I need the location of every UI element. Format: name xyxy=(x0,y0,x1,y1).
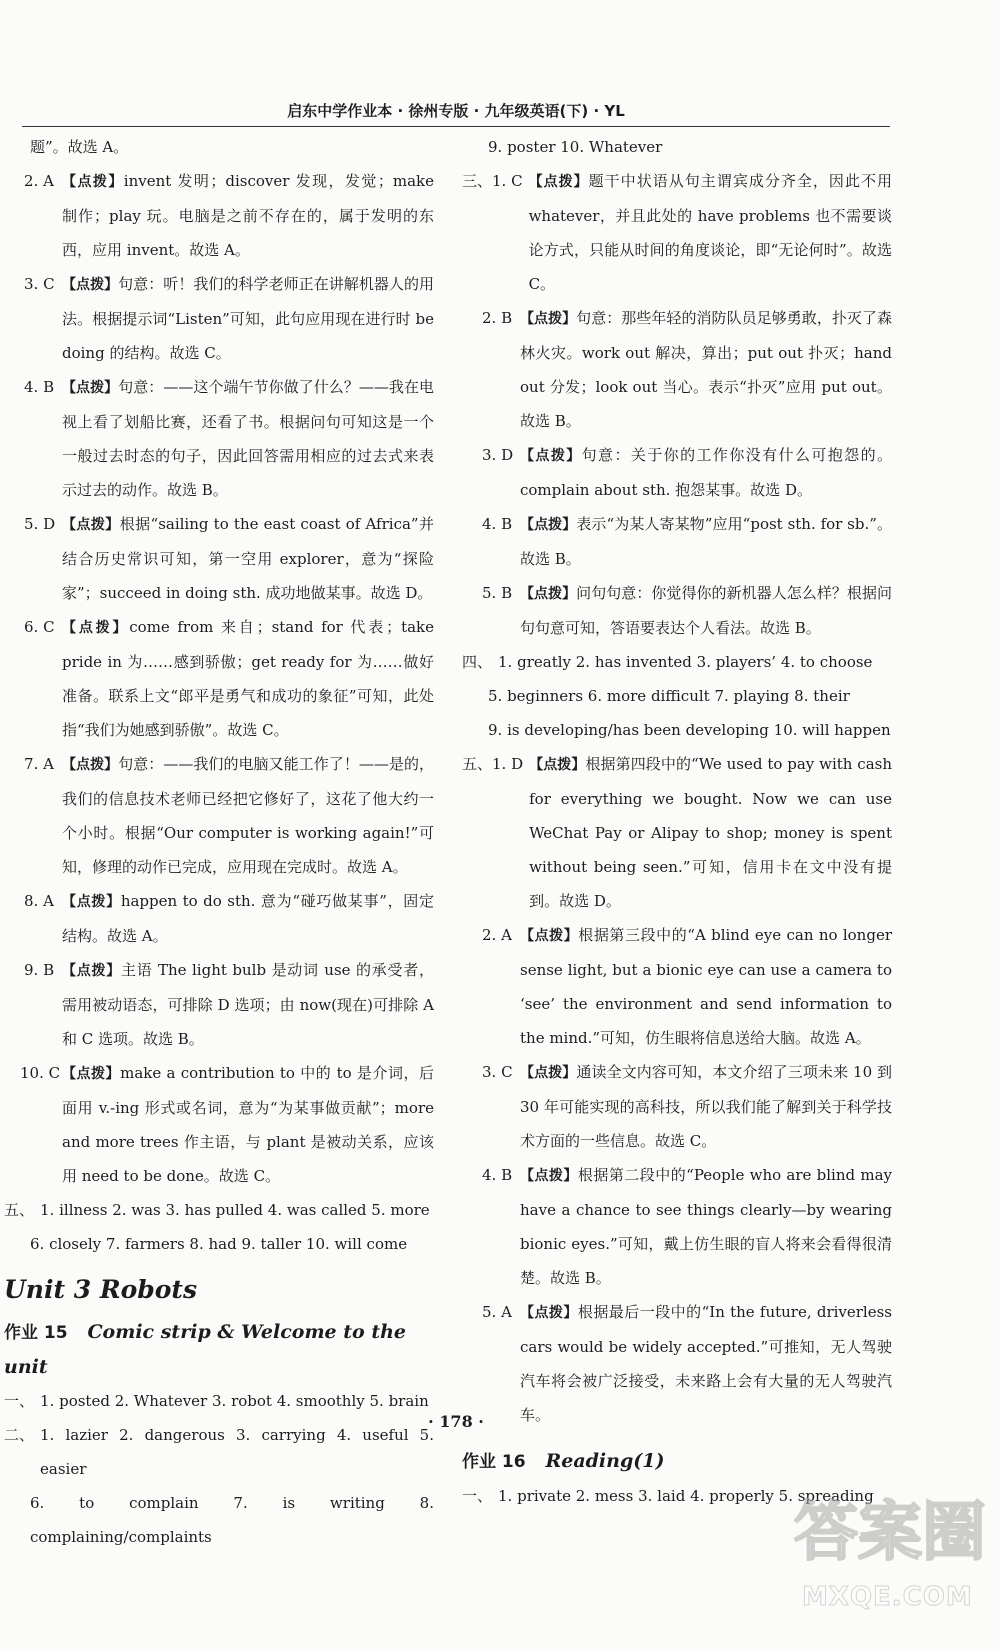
answer-label: 10. C xyxy=(20,1064,61,1082)
hint-tag: 【点拨】 xyxy=(62,1066,121,1082)
answer-text xyxy=(488,713,892,747)
answer-label: 2. A xyxy=(24,172,54,190)
hint-tag: 【点拨】 xyxy=(62,380,119,396)
answer-text xyxy=(488,679,892,713)
answer-explanation: 1. posted 2. Whatever 3. robot 4. smoothly 5. brain xyxy=(40,1392,429,1410)
answer-text xyxy=(62,747,434,884)
answer-item xyxy=(4,747,434,884)
answer-item xyxy=(462,713,892,747)
answer-explanation: 6. to complain 7. is writing 8. complaining/complaints xyxy=(30,1494,434,1546)
left-column xyxy=(4,130,434,1554)
answer-item xyxy=(462,1055,892,1158)
answer-text xyxy=(520,1158,892,1295)
answer-label: 4. B xyxy=(482,1166,513,1184)
answer-explanation: 1. illness 2. was 3. has pulled 4. was called 5. more xyxy=(40,1201,430,1219)
answer-text xyxy=(62,953,434,1056)
answer-explanation: 通读全文内容可知，本文介绍了三项未来 10 到 30 年可能实现的高科技，所以我们能了解到关于科学技术方面的一些信息。故选 C。 xyxy=(520,1063,892,1150)
answer-item xyxy=(4,610,434,747)
answer-explanation: happen to do sth. 意为“碰巧做某事”，固定结构。故选 A。 xyxy=(62,892,435,945)
answer-explanation: 根据第四段中的“We used to pay with cash for everything we bought. Now we can use WeChat Pay or Alipay to shop; money is spent without being seen.”可知，信用卡在文中没有提到。故选 D。 xyxy=(529,755,892,910)
answer-explanation: 题干中状语从句主谓宾成分齐全，因此不用 whatever，并且此处的 have problems 也不需要谈论方式，只能从时间的角度谈论，即“无论何时”。故选 C。 xyxy=(528,172,892,293)
answer-label: 3. C xyxy=(24,275,55,293)
answer-label: 五、1. D xyxy=(462,755,524,773)
answer-item xyxy=(462,507,892,576)
homework-16-prefix: 作业 16 xyxy=(462,1452,526,1472)
hint-tag: 【点拨】 xyxy=(520,1305,578,1321)
watermark-logo-text: 答案圈 xyxy=(794,1496,986,1570)
answer-explanation: 1. private 2. mess 3. laid 4. properly 5. spreading xyxy=(498,1487,874,1505)
answer-label: 8. A xyxy=(24,892,54,910)
page-number: · 178 · xyxy=(428,1412,484,1431)
answer-explanation: 主语 The light bulb 是动词 use 的承受者，需用被动语态，可排除 D 选项；由 now(现在)可排除 A 和 C 选项。故选 B。 xyxy=(62,961,435,1048)
answer-item xyxy=(4,1486,434,1554)
answer-item xyxy=(462,1158,892,1295)
answer-explanation: 问句句意：你觉得你的新机器人怎么样？根据问句句意可知，答语要表达个人看法。故选 B。 xyxy=(520,584,892,637)
answer-label: 9. B xyxy=(24,961,55,979)
answer-text xyxy=(62,507,434,610)
answer-explanation: 根据第二段中的“People who are blind may have a chance to see things clearly—by wearing bionic eyes.”可知，戴上仿生眼的盲人将来会看得很清楚。故选 B。 xyxy=(520,1166,892,1287)
hint-tag: 【点拨】 xyxy=(62,757,119,773)
answer-label: 一、 xyxy=(4,1392,35,1410)
answer-text xyxy=(30,130,434,164)
answer-explanation: 1. lazier 2. dangerous 3. carrying 4. useful 5. easier xyxy=(40,1426,434,1478)
answer-explanation: 句意：听！我们的科学老师正在讲解机器人的用法。根据提示词“Listen”可知，此句应用现在进行时 be doing 的结构。故选 C。 xyxy=(62,275,434,362)
homework-15-answer-list xyxy=(4,1384,434,1554)
watermark xyxy=(792,1478,988,1634)
answer-item xyxy=(4,1193,434,1227)
watermark-url: MXQE.COM xyxy=(802,1582,973,1612)
answer-text xyxy=(498,645,892,679)
answer-item xyxy=(4,953,434,1056)
hint-tag: 【点拨】 xyxy=(62,963,121,979)
answer-label: 4. B xyxy=(24,378,55,396)
homework-15-name: Comic strip & Welcome to the unit xyxy=(4,1321,406,1378)
watermark-logo-icon xyxy=(792,1478,988,1574)
answer-item xyxy=(462,438,892,507)
answer-explanation: 题”。故选 A。 xyxy=(30,138,129,156)
answer-item xyxy=(4,1227,434,1261)
answer-text xyxy=(520,301,892,438)
left-answer-list xyxy=(4,130,434,1261)
answer-item xyxy=(4,370,434,507)
answer-explanation: 根据第三段中的“A blind eye can no longer sense light, but a bionic eye can use a camera to ‘see’ the environment and send information to the mind.”可知，仿生眼将信息送给大脑。故选 A。 xyxy=(520,926,892,1047)
hint-tag: 【点拨】 xyxy=(62,894,121,910)
hint-tag: 【点拨】 xyxy=(529,757,586,773)
answer-text xyxy=(62,610,434,747)
answer-label xyxy=(462,713,488,747)
hint-tag: 【点拨】 xyxy=(520,928,579,944)
answer-text xyxy=(520,507,892,576)
answer-label: 五、 xyxy=(4,1201,35,1219)
answer-label xyxy=(462,130,488,164)
answer-text xyxy=(520,438,892,507)
answer-label: 5. D xyxy=(24,515,56,533)
answer-explanation: 9. is developing/has been developing 10. will happen xyxy=(488,721,891,739)
homework-15-title xyxy=(4,1315,434,1384)
answer-explanation: 句意：关于你的工作你没有什么可抱怨的。complain about sth. 抱怨某事。故选 D。 xyxy=(520,446,892,499)
answer-item xyxy=(462,747,892,918)
hint-tag: 【点拨】 xyxy=(62,277,119,293)
answer-explanation: make a contribution to 中的 to 是介词，后面用 v.-ing 形式或名词，意为“为某事做贡献”；more and more trees 作主语，与 plant 是被动关系，应该用 need to be done。故选 C。 xyxy=(62,1064,435,1185)
answer-text xyxy=(62,370,434,507)
answer-explanation: come from 来自；stand for 代表；take pride in 为……感到骄傲；get ready for 为……做好准备。联系上文“郎平是勇气和成功的象征”可知，此处指“我们为她感到骄傲”。故选 C。 xyxy=(62,618,434,739)
answer-explanation: 根据最后一段中的“In the future, driverless cars would be widely accepted.”可推知，无人驾驶汽车将会被广泛接受，未来路上会有大量的无人驾驶汽车。 xyxy=(520,1303,892,1424)
answer-explanation: 句意：那些年轻的消防队员足够勇敢，扑灭了森林火灾。work out 解决，算出；put out 扑灭；hand out 分发；look out 当心。表示“扑灭”应用 put out。故选 B。 xyxy=(520,309,892,430)
answer-item xyxy=(462,301,892,438)
answer-label xyxy=(462,679,488,713)
unit-title: Unit 3 Robots xyxy=(4,1275,198,1304)
answer-text xyxy=(62,164,434,267)
answer-item xyxy=(462,679,892,713)
answer-label: 5. A xyxy=(482,1303,512,1321)
answer-text xyxy=(30,1227,434,1261)
answer-explanation: invent 发明；discover 发现，发觉；make 制作；play 玩。电脑是之前不存在的，属于发明的东西，应用 invent。故选 A。 xyxy=(62,172,435,259)
answer-text xyxy=(520,918,892,1055)
answer-item xyxy=(4,884,434,953)
answer-label: 2. B xyxy=(482,309,513,327)
hint-tag: 【点拨】 xyxy=(520,517,577,533)
hint-tag: 【点拨】 xyxy=(520,1065,577,1081)
answer-label: 4. B xyxy=(482,515,513,533)
answer-explanation: 9. poster 10. Whatever xyxy=(488,138,663,156)
hint-tag: 【点拨】 xyxy=(62,620,130,636)
answer-text xyxy=(520,576,892,645)
answer-label: 二、 xyxy=(4,1426,35,1444)
answer-text xyxy=(520,1055,892,1158)
answer-label xyxy=(4,130,30,164)
answer-item xyxy=(4,267,434,370)
hint-tag: 【点拨】 xyxy=(62,517,120,533)
answer-label: 6. C xyxy=(24,618,55,636)
answer-text xyxy=(62,1056,434,1193)
answer-label xyxy=(4,1486,30,1554)
answer-text xyxy=(488,130,892,164)
answer-explanation: 5. beginners 6. more difficult 7. playing 8. their xyxy=(488,687,850,705)
answer-text xyxy=(62,267,434,370)
answer-label: 一、 xyxy=(462,1487,493,1505)
answer-text xyxy=(40,1193,434,1227)
answer-item xyxy=(4,164,434,267)
answer-label: 7. A xyxy=(24,755,54,773)
hint-tag: 【点拨】 xyxy=(520,311,577,327)
header-title: 启东中学作业本 · 徐州专版 · 九年级英语(下) · YL xyxy=(287,102,625,120)
hint-tag: 【点拨】 xyxy=(520,1168,578,1184)
answer-item xyxy=(4,130,434,164)
answer-text xyxy=(529,164,892,301)
answer-text xyxy=(30,1486,434,1554)
right-column xyxy=(462,130,892,1513)
answer-explanation: 根据“sailing to the east coast of Africa”并结合历史常识可知，第一空用 explorer，意为“探险家”；succeed in doing sth. 成功地做某事。故选 D。 xyxy=(62,515,434,602)
answer-item xyxy=(462,645,892,679)
answer-explanation: 6. closely 7. farmers 8. had 9. taller 10. will come xyxy=(30,1235,408,1253)
answer-item xyxy=(4,1056,434,1193)
running-header xyxy=(22,100,890,127)
answer-label: 3. D xyxy=(482,446,514,464)
answer-label: 三、1. C xyxy=(462,172,523,190)
answer-explanation: 句意：——我们的电脑又能工作了！——是的，我们的信息技术老师已经把它修好了，这花了他大约一个小时。根据“Our computer is working again!”可知，修理的动作已完成，应用现在完成时。故选 A。 xyxy=(62,755,434,876)
answer-item xyxy=(462,576,892,645)
answer-label xyxy=(4,1227,30,1261)
answer-text xyxy=(62,884,434,953)
answer-text xyxy=(529,747,892,918)
hint-tag: 【点拨】 xyxy=(520,586,577,602)
answer-explanation: 句意：——这个端午节你做了什么？——我在电视上看了划船比赛，还看了书。根据问句可知这是一个一般过去时态的句子，因此回答需用相应的过去式来表示过去的动作。故选 B。 xyxy=(62,378,434,499)
answer-label: 四、 xyxy=(462,653,493,671)
hint-tag: 【点拨】 xyxy=(528,174,589,190)
homework-15-prefix: 作业 15 xyxy=(4,1323,68,1343)
answer-item xyxy=(462,918,892,1055)
answer-explanation: 表示“为某人寄某物”应用“post sth. for sb.”。故选 B。 xyxy=(520,515,892,568)
hint-tag: 【点拨】 xyxy=(62,174,124,190)
answer-label: 2. A xyxy=(482,926,512,944)
answer-label: 5. B xyxy=(482,584,513,602)
answer-item xyxy=(462,164,892,301)
hint-tag: 【点拨】 xyxy=(520,448,582,464)
answer-item xyxy=(462,130,892,164)
homework-16-title xyxy=(462,1444,892,1479)
answer-label: 3. C xyxy=(482,1063,513,1081)
answer-explanation: 1. greatly 2. has invented 3. players’ 4. to choose xyxy=(498,653,873,671)
answer-item xyxy=(4,507,434,610)
homework-16-name: Reading(1) xyxy=(545,1450,665,1472)
right-answer-list xyxy=(462,130,892,1432)
